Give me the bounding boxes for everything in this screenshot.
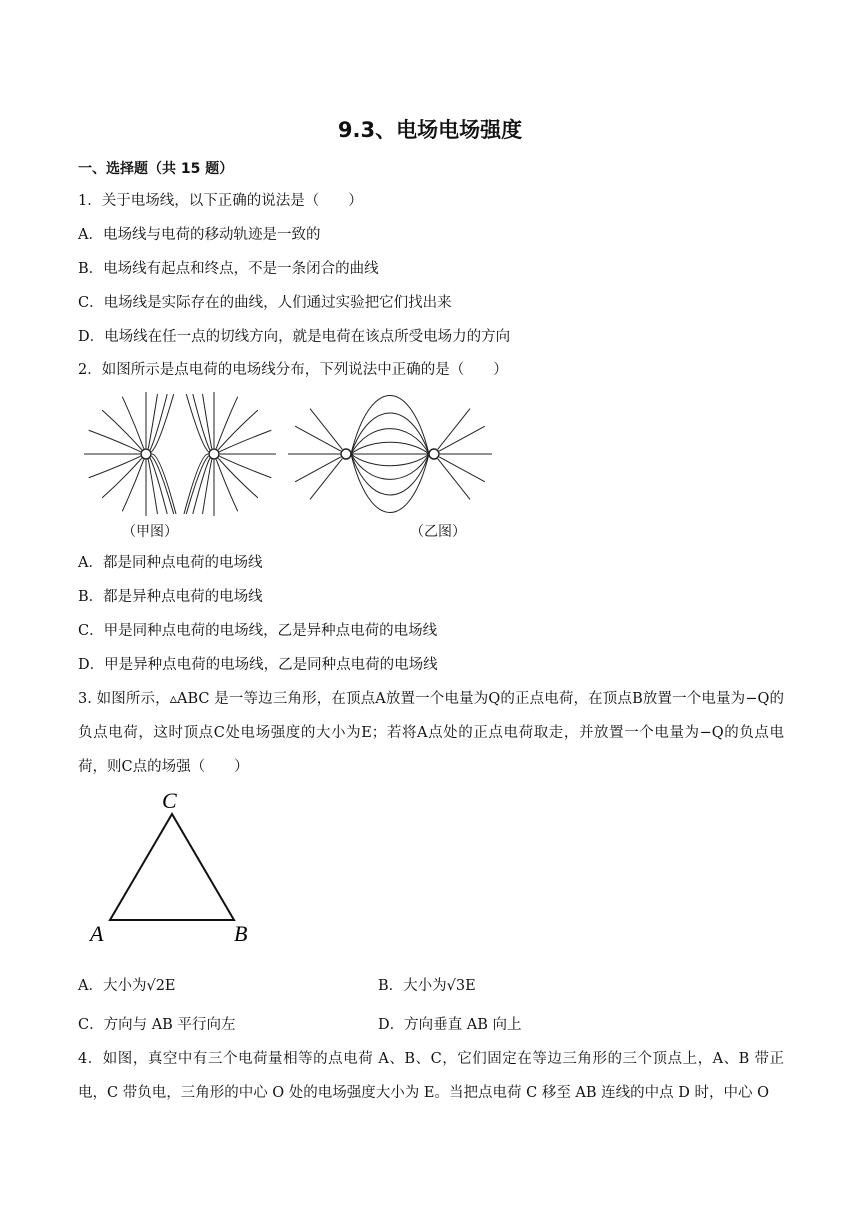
field-line: [152, 394, 174, 452]
triangle-outline: [110, 814, 234, 920]
question-4-stem: 4．如图，真空中有三个电荷量相等的点电荷 A、B、C，它们固定在等边三角形的三个顶点上，A、B 带正电，C 带负电，三角形的中心 O 处的电场强度大小为 E。当把点电荷 C 移至 AB 连线的中点 D 时，中心 O: [78, 1051, 784, 1101]
vertex-label-a: A: [90, 921, 104, 946]
field-lines-figure: [78, 388, 498, 518]
question-2-stem: 2．如图所示是点电荷的电场线分布，下列说法中正确的是（ ）: [78, 362, 508, 378]
question-3-option-c: C．方向与 AB 平行向左: [78, 1017, 236, 1033]
point-charge: [429, 449, 439, 459]
question-3-option-a: A．大小为√2E: [78, 978, 176, 994]
question-2-option-c: C．甲是同种点电荷的电场线，乙是异种点电荷的电场线: [78, 623, 438, 639]
field-line: [89, 430, 141, 451]
field-line: [220, 456, 272, 477]
question-1-option-b: B．电场线有起点和终点，不是一条闭合的曲线: [78, 261, 379, 277]
field-line: [351, 396, 429, 455]
field-line: [148, 460, 157, 514]
point-charge: [209, 449, 219, 459]
field-line: [220, 430, 272, 451]
field-line: [203, 460, 212, 514]
unlike-charges-field-diagram: [288, 396, 492, 513]
vertex-label-b: B: [234, 921, 248, 946]
question-2-option-d: D．甲是异种点电荷的电场线，乙是同种点电荷的电场线: [78, 657, 438, 673]
question-3-stem: 3. 如图所示，▵ABC 是一等边三角形，在顶点A放置一个电量为Q的正点电荷，在顶点B放置一个电量为−Q的负点电荷，这时顶点C处电场强度的大小为E；若将A点处的正点电荷取走，并放置一个电量为−Q的负点电荷，则C点的场强（ ）: [78, 691, 784, 775]
field-line: [351, 454, 429, 466]
question-1-option-a: A．电场线与电荷的移动轨迹是一致的: [78, 227, 321, 243]
section-header: 一、选择题（共 15 题）: [78, 161, 234, 177]
question-1-option-d: D．电场线在任一点的切线方向，就是电荷在该点所受电场力的方向: [78, 329, 511, 345]
like-charges-field-diagram: [84, 392, 276, 516]
field-line: [186, 394, 208, 452]
question-1-stem: 1．关于电场线，以下正确的说法是（ ）: [78, 193, 363, 209]
field-line: [351, 454, 429, 513]
figure-caption-yi: （乙图）: [410, 524, 466, 540]
field-line: [186, 456, 208, 514]
vertex-label-c: C: [162, 788, 177, 813]
field-line: [351, 442, 429, 454]
field-line: [148, 394, 157, 448]
question-3-option-b: B．大小为√3E: [378, 978, 476, 994]
figure-caption-jia: （甲图）: [122, 524, 178, 540]
question-1-option-c: C．电场线是实际存在的曲线，人们通过实验把它们找出来: [78, 295, 452, 311]
triangle-abc-figure: [86, 784, 266, 949]
page-title: 9.3、电场电场强度: [337, 118, 523, 142]
field-line: [203, 394, 212, 448]
point-charge: [141, 449, 151, 459]
question-2-option-b: B．都是异种点电荷的电场线: [78, 589, 263, 605]
field-line: [89, 456, 141, 477]
point-charge: [341, 449, 351, 459]
field-line: [351, 454, 429, 479]
question-2-option-a: A．都是同种点电荷的电场线: [78, 555, 263, 571]
field-line: [351, 429, 429, 454]
question-3-option-d: D．方向垂直 AB 向上: [378, 1017, 522, 1033]
field-line: [152, 456, 174, 514]
